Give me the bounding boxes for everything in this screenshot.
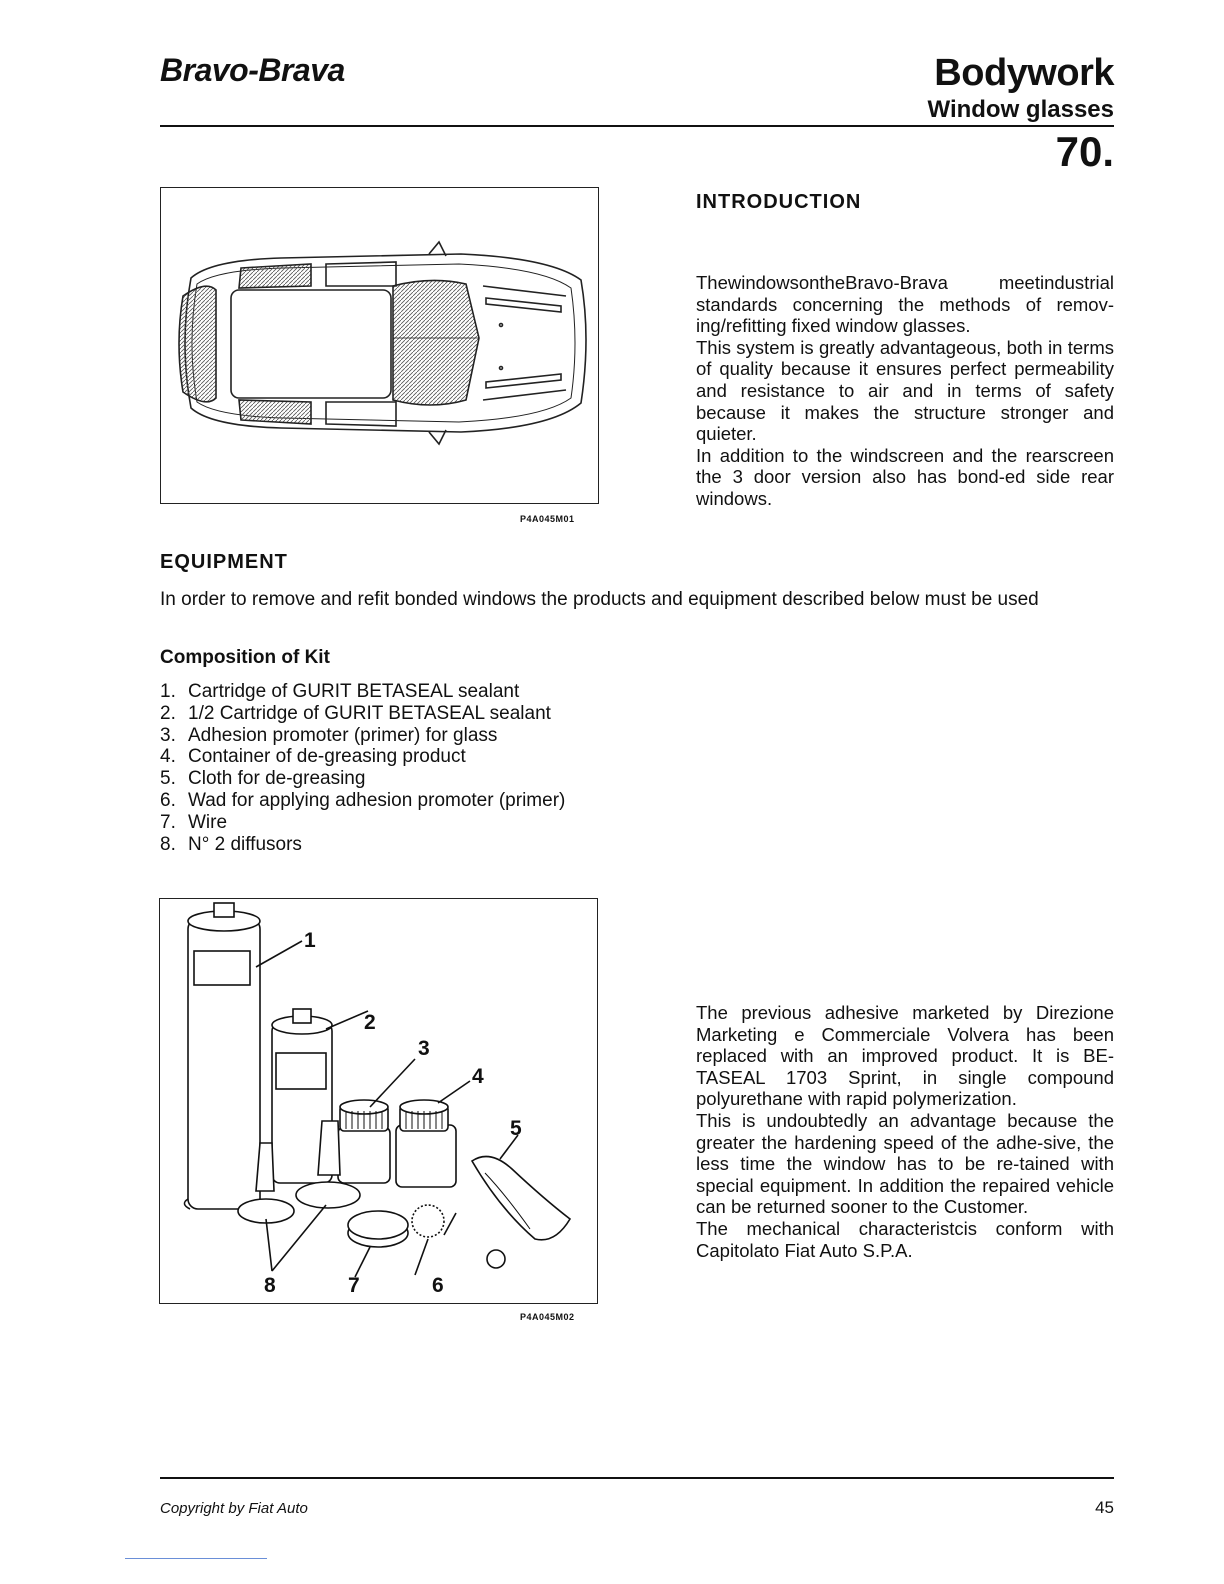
list-item <box>160 834 578 856</box>
callout-7: 7 <box>348 1274 360 1297</box>
kit-heading: Composition of Kit <box>160 647 330 668</box>
item-number: 7. <box>160 811 176 833</box>
introduction-paragraph: This system is greatly advantageous, both in terms of quality because it ensures perfect permeability and resistance to air and in terms of safety because it makes the structure stronger and quieter. <box>696 336 1114 445</box>
adhesive-paragraph: The previous adhesive marketed by Direzione Marketing e Commerciale Volvera has been replaced with an improved product. It is BE-TASEAL 1703 Sprint, in single compound polyurethane with rapid polymerization. <box>696 1002 1114 1110</box>
car-top-view-figure <box>160 187 599 504</box>
adhesive-paragraph: This is undoubtedly an advantage because the greater the hardening speed of the adhe-sive, the less time the window has to be re-tained with special equipment. In addition the repaired vehicle can be returned sooner to the Customer. <box>696 1109 1114 1218</box>
figure1-code: P4A045M01 <box>520 514 575 524</box>
adhesive-paragraph: The mechanical characteristcis conform with Capitolato Fiat Auto S.P.A. <box>696 1217 1114 1261</box>
figure2-code: P4A045M02 <box>520 1312 575 1322</box>
item-number: 4. <box>160 746 176 768</box>
kit-list <box>160 681 578 855</box>
introduction-text <box>696 272 1114 510</box>
introduction-paragraph: In addition to the windscreen and the rearscreen the 3 door version also has bond-ed side rear windows. <box>696 444 1114 509</box>
list-item <box>160 703 578 725</box>
item-text: Wad for applying adhesion promoter (primer) <box>188 789 566 811</box>
car-top-view-icon <box>161 188 597 502</box>
item-text: N° 2 diffusors <box>188 833 302 855</box>
item-number: 8. <box>160 833 176 855</box>
model-title: Bravo-Brava <box>160 52 345 88</box>
equipment-heading: EQUIPMENT <box>160 551 288 573</box>
list-item <box>160 790 578 812</box>
adhesive-text <box>696 1002 1114 1261</box>
page-number: 45 <box>1095 1498 1114 1517</box>
section-number: 70. <box>1055 128 1114 175</box>
callout-6: 6 <box>432 1274 444 1297</box>
item-number: 1. <box>160 681 176 702</box>
copyright: Copyright by Fiat Auto <box>160 1500 308 1517</box>
header-rule <box>160 125 1114 127</box>
callout-1: 1 <box>304 929 316 952</box>
introduction-heading: INTRODUCTION <box>696 191 862 213</box>
sealant-kit-figure <box>159 898 598 1304</box>
item-text: Wire <box>188 811 228 833</box>
section-title: Bodywork <box>934 52 1114 94</box>
item-number: 5. <box>160 768 176 790</box>
item-text: Cloth for de-greasing <box>188 768 366 790</box>
item-text: Cartridge of GURIT BETASEAL sealant <box>188 681 520 702</box>
footer-rule <box>160 1477 1114 1479</box>
item-text: Adhesion promoter (primer) for glass <box>188 724 498 746</box>
equipment-text: In order to remove and refit bonded windows the products and equipment described below must be used <box>160 589 1039 610</box>
list-item <box>160 768 578 790</box>
corner-line <box>125 1558 267 1559</box>
list-item <box>160 681 578 703</box>
callout-2: 2 <box>364 1011 376 1034</box>
callout-5: 5 <box>510 1117 522 1140</box>
item-number: 3. <box>160 724 176 746</box>
list-item <box>160 812 578 834</box>
item-text: Container of de-greasing product <box>188 746 466 768</box>
item-number: 6. <box>160 789 176 811</box>
callout-3: 3 <box>418 1037 430 1060</box>
callout-4: 4 <box>472 1065 484 1088</box>
callout-8: 8 <box>264 1274 276 1297</box>
subsection-title: Window glasses <box>927 96 1114 123</box>
item-text: 1/2 Cartridge of GURIT BETASEAL sealant <box>188 702 551 724</box>
item-number: 2. <box>160 702 176 724</box>
list-item <box>160 725 578 747</box>
introduction-paragraph: ThewindowsontheBravo-Brava meetindustrial standards concerning the methods of remov-ing/refitting fixed window glasses. <box>696 272 1114 337</box>
sealant-kit-icon <box>160 899 596 1302</box>
list-item <box>160 746 578 768</box>
